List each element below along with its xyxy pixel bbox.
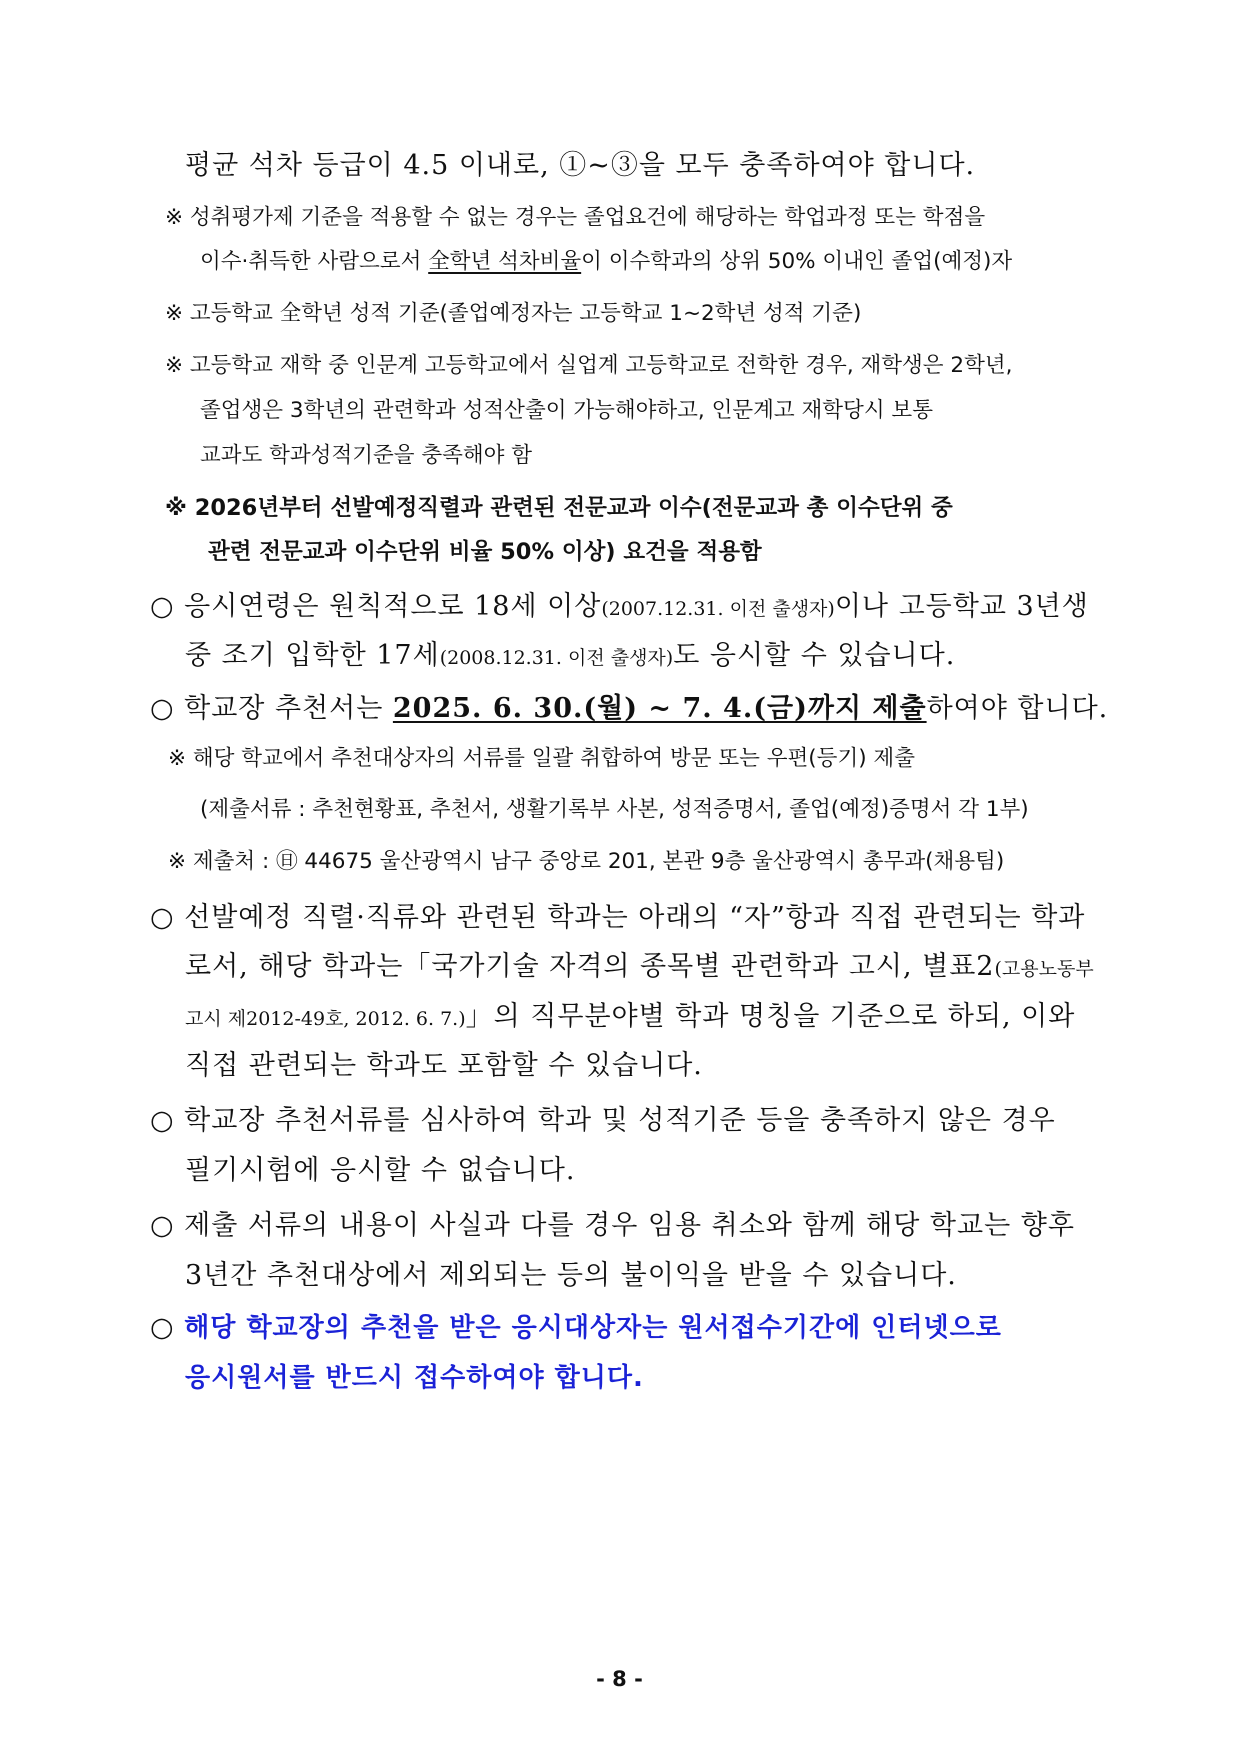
note-2026-line2: 관련 전문교과 이수단위 비율 50% 이상) 요건을 적용함 [208,539,762,565]
note-transfer-line3: 교과도 학과성적기준을 충족해야 함 [200,443,533,468]
note-grade-basis: ※ 고등학교 全학년 성적 기준(졸업예정자는 고등학교 1~2학년 성적 기준) [165,301,862,326]
recommend-note-documents: (제출서류 : 추천현황표, 추천서, 생활기록부 사본, 성적증명서, 졸업(예정)증명서 각 1부) [200,797,1029,822]
page-number: - 8 - [596,1667,643,1691]
note-2026-line1: ※ 2026년부터 선발예정직렬과 관련된 전문교과 이수(전문교과 총 이수단위 중 [165,495,953,521]
recommend-deadline: ○ 학교장 추천서는 2025. 6. 30.(월) ~ 7. 4.(금)까지 제출하여야 합니다. [150,693,1109,724]
age-line1: ○ 응시연령은 원칙적으로 18세 이상(2007.12.31. 이전 출생자)이나 고등학교 3년생 [150,591,1089,622]
review-line1: ○ 학교장 추천서류를 심사하여 학과 및 성적기준 등을 충족하지 않은 경우 [150,1105,1056,1136]
apply-line1: ○ 해당 학교장의 추천을 받은 응시대상자는 원서접수기간에 인터넷으로 [150,1312,1002,1343]
note-transfer-line2: 졸업생은 3학년의 관련학과 성적산출이 가능해야하고, 인문계고 재학당시 보통 [200,398,933,423]
note-transfer-line1: ※ 고등학교 재학 중 인문계 고등학교에서 실업계 고등학교로 전학한 경우, 재학생은 2학년, [165,353,1013,378]
recommend-note-submit: ※ 해당 학교에서 추천대상자의 서류를 일괄 취합하여 방문 또는 우편(등기) 제출 [168,746,915,771]
note-achievement-line2: 이수·취득한 사람으로서 全학년 석차비율이 이수학과의 상위 50% 이내인 졸업(예정)자 [200,249,1013,274]
recommend-note-address: ※ 제출처 : ㊐ 44675 울산광역시 남구 중앙로 201, 본관 9층 울산광역시 총무과(채용팀) [168,849,1005,874]
review-line2: 필기시험에 응시할 수 없습니다. [185,1155,576,1186]
note-achievement-line1: ※ 성취평가제 기준을 적용할 수 없는 경우는 졸업요건에 해당하는 학업과정 또는 학점을 [165,205,986,230]
criteria-summary: 평균 석차 등급이 4.5 이내로, ①~③을 모두 충족하여야 합니다. [185,150,976,181]
penalty-line2: 3년간 추천대상에서 제외되는 등의 불이익을 받을 수 있습니다. [185,1260,957,1291]
dept-line1: ○ 선발예정 직렬·직류와 관련된 학과는 아래의 “자”항과 직접 관련되는 학과 [150,902,1086,933]
age-line2: 중 조기 입학한 17세(2008.12.31. 이전 출생자)도 응시할 수 있습니다. [185,640,956,671]
dept-line2: 로서, 해당 학과는「국가기술 자격의 종목별 관련학과 고시, 별표2(고용노동부 [185,951,1094,982]
deadline-underlined: 2025. 6. 30.(월) ~ 7. 4.(금)까지 제출 [392,693,927,724]
dept-line3: 고시 제2012-49호, 2012. 6. 7.)」의 직무분야별 학과 명칭을 기준으로 하되, 이와 [185,1001,1076,1032]
apply-line2: 응시원서를 반드시 접수하여야 합니다. [185,1363,644,1393]
rank-ratio-underlined: 全학년 석차비율 [428,249,582,274]
dept-line4: 직접 관련되는 학과도 포함할 수 있습니다. [185,1050,703,1081]
penalty-line1: ○ 제출 서류의 내용이 사실과 다를 경우 임용 취소와 함께 해당 학교는 향후 [150,1210,1075,1241]
